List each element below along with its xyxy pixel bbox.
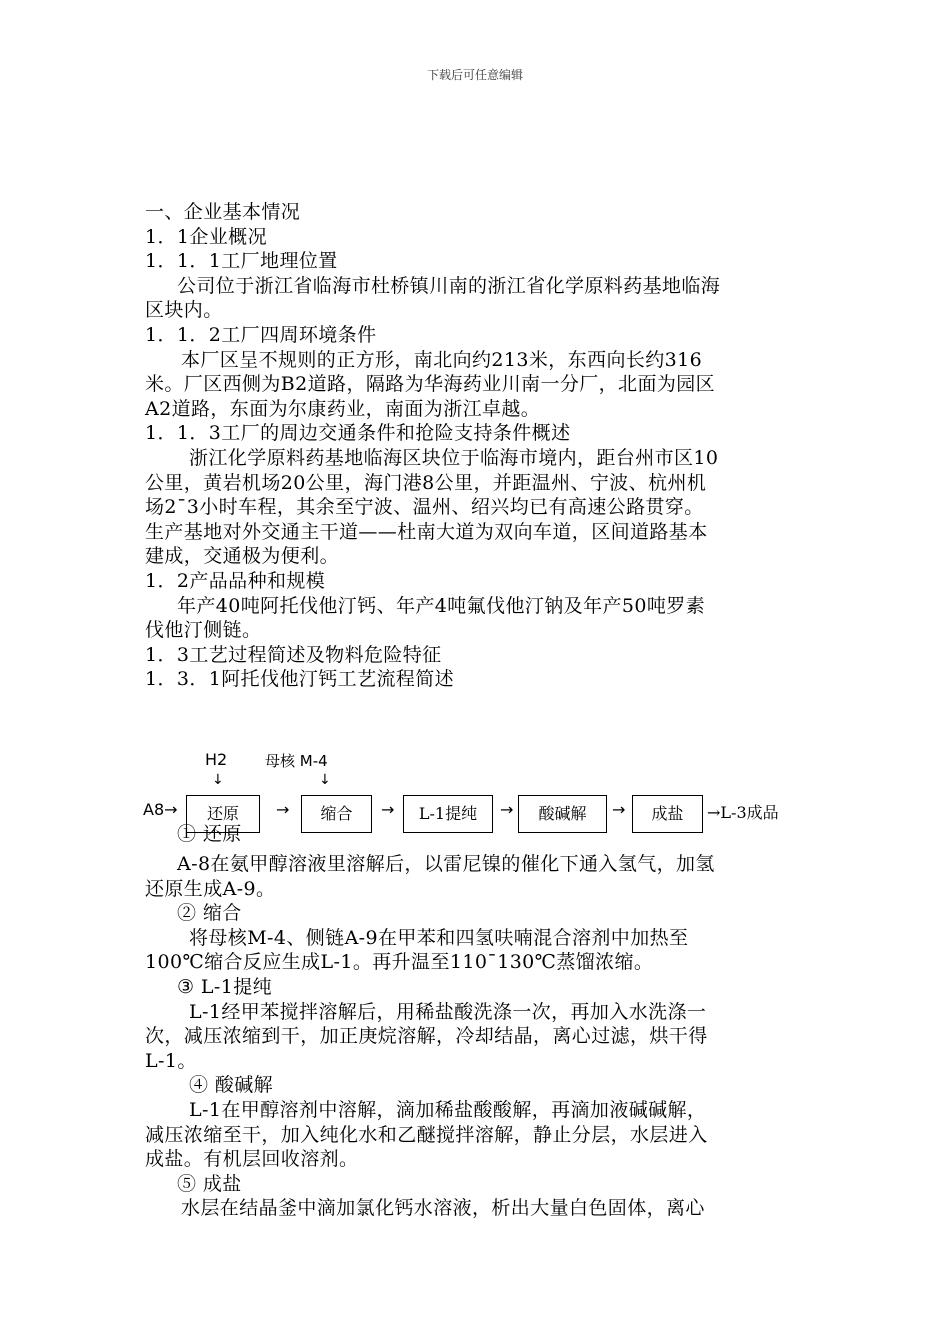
paragraph-line: 年产40吨阿托伐他汀钙、年产4吨氟伐他汀钠及年产50吨罗素 bbox=[177, 594, 706, 617]
down-arrow-icon: ↓ bbox=[212, 772, 224, 788]
paragraph-line: L-1经甲苯搅拌溶解后，用稀盐酸洗涤一次，再加入水洗涤一 bbox=[189, 1000, 707, 1023]
subheading-1-1-3: 1．1．3工厂的周边交通条件和抢险支持条件概述 bbox=[145, 422, 571, 445]
paragraph-line: 将母核M-4、侧链A-9在甲苯和四氢呋喃混合溶剂中加热至 bbox=[189, 926, 689, 949]
subheading-1-3-1: 1．3．1阿托伐他汀钙工艺流程简述 bbox=[145, 668, 455, 691]
step-heading-4: ④ 酸碱解 bbox=[189, 1074, 274, 1097]
down-arrow-icon: ↓ bbox=[319, 772, 331, 788]
paragraph-line: A-8在氨甲醇溶液里溶解后，以雷尼镍的催化下通入氢气，加氢 bbox=[177, 853, 715, 875]
paragraph-line: 生产基地对外交通主干道——杜南大道为双向车道，区间道路基本 bbox=[145, 520, 708, 543]
paragraph-line: 减压浓缩至干，加入纯化水和乙醚搅拌溶解，静止分层，水层进入 bbox=[145, 1123, 708, 1146]
step-heading-1: ① 还原 bbox=[177, 823, 242, 845]
paragraph-line: 公里，黄岩机场20公里，海门港8公里，并距温州、宁波、杭州机 bbox=[145, 471, 707, 494]
paragraph-line: 水层在结晶釜中滴加氯化钙水溶液，析出大量白色固体，离心 bbox=[181, 1197, 705, 1220]
section-1-text bbox=[145, 200, 810, 692]
mother-core-label bbox=[265, 750, 328, 771]
header-note: 下载后可任意编辑 bbox=[426, 68, 523, 82]
flow-step-salt-formation: 成盐 bbox=[632, 795, 703, 833]
paragraph-line: 建成，交通极为便利。 bbox=[145, 545, 340, 568]
paragraph-line: L-1。 bbox=[145, 1049, 197, 1072]
mother-core-code: M-4 bbox=[299, 752, 328, 770]
section-heading: 一、企业基本情况 bbox=[145, 201, 301, 223]
flow-step-acid-base-hydrolysis: 酸碱解 bbox=[518, 795, 607, 833]
paragraph-line: 场2¯3小时车程，其余至宁波、温州、绍兴均已有高速公路贯穿。 bbox=[145, 496, 704, 519]
paragraph-line: L-1在甲醇溶剂中溶解，滴加稀盐酸酸解，再滴加液碱碱解， bbox=[189, 1098, 707, 1121]
right-arrow-icon: → bbox=[381, 800, 395, 819]
right-arrow-icon: → bbox=[500, 800, 514, 819]
subheading-1-1-2: 1．1．2工厂四周环境条件 bbox=[145, 323, 377, 346]
paragraph-line: 还原生成A-9。 bbox=[145, 877, 276, 900]
paragraph-line: 次，减压浓缩到干，加正庚烷溶解，冷却结晶，离心过滤，烘干得 bbox=[145, 1025, 708, 1048]
flow-step-condensation: 缩合 bbox=[301, 795, 372, 833]
step-heading-2: ② 缩合 bbox=[177, 902, 242, 925]
paragraph-line: A2道路，东面为尔康药业，南面为浙江卓越。 bbox=[145, 397, 541, 420]
paragraph-line: 公司位于浙江省临海市杜桥镇川南的浙江省化学原料药基地临海 bbox=[177, 274, 721, 297]
subheading-1-1: 1．1企业概况 bbox=[145, 225, 267, 248]
subheading-1-1-1: 1．1．1工厂地理位置 bbox=[145, 250, 338, 273]
subheading-1-3: 1．3工艺过程简述及物料危险特征 bbox=[145, 643, 442, 666]
right-arrow-icon: → bbox=[276, 800, 290, 819]
paragraph-line: 成盐。有机层回收溶剂。 bbox=[145, 1148, 359, 1171]
paragraph-line: 本厂区呈不规则的正方形，南北向约213米，东西向长约316 bbox=[181, 348, 703, 371]
input-a8-label: A8→ bbox=[143, 800, 178, 819]
paragraph-line: 浙江化学原料药基地临海区块位于临海市境内，距台州市区10 bbox=[189, 446, 719, 469]
step-heading-5: ⑤ 成盐 bbox=[177, 1172, 242, 1195]
flow-step-reduction: 还原 bbox=[186, 795, 260, 833]
paragraph-line: 区块内。 bbox=[145, 299, 223, 322]
mother-core-prefix: 母核 bbox=[265, 752, 296, 770]
right-arrow-icon: → bbox=[612, 800, 626, 819]
paragraph-line: 米。厂区西侧为B2道路，隔路为华海药业川南一分厂，北面为园区 bbox=[145, 373, 716, 396]
output-product-label: →L-3成品 bbox=[707, 803, 779, 822]
flow-step-purification: L-1提纯 bbox=[403, 795, 493, 833]
process-steps-text bbox=[145, 852, 810, 1221]
h2-label: H2 bbox=[205, 750, 228, 769]
paragraph-line: 伐他汀侧链。 bbox=[145, 619, 262, 642]
paragraph-line: 100℃缩合反应生成L-1。再升温至110¯130℃蒸馏浓缩。 bbox=[145, 951, 654, 974]
subheading-1-2: 1．2产品品种和规模 bbox=[145, 569, 326, 592]
step-heading-3: ③ L-1提纯 bbox=[177, 975, 272, 998]
